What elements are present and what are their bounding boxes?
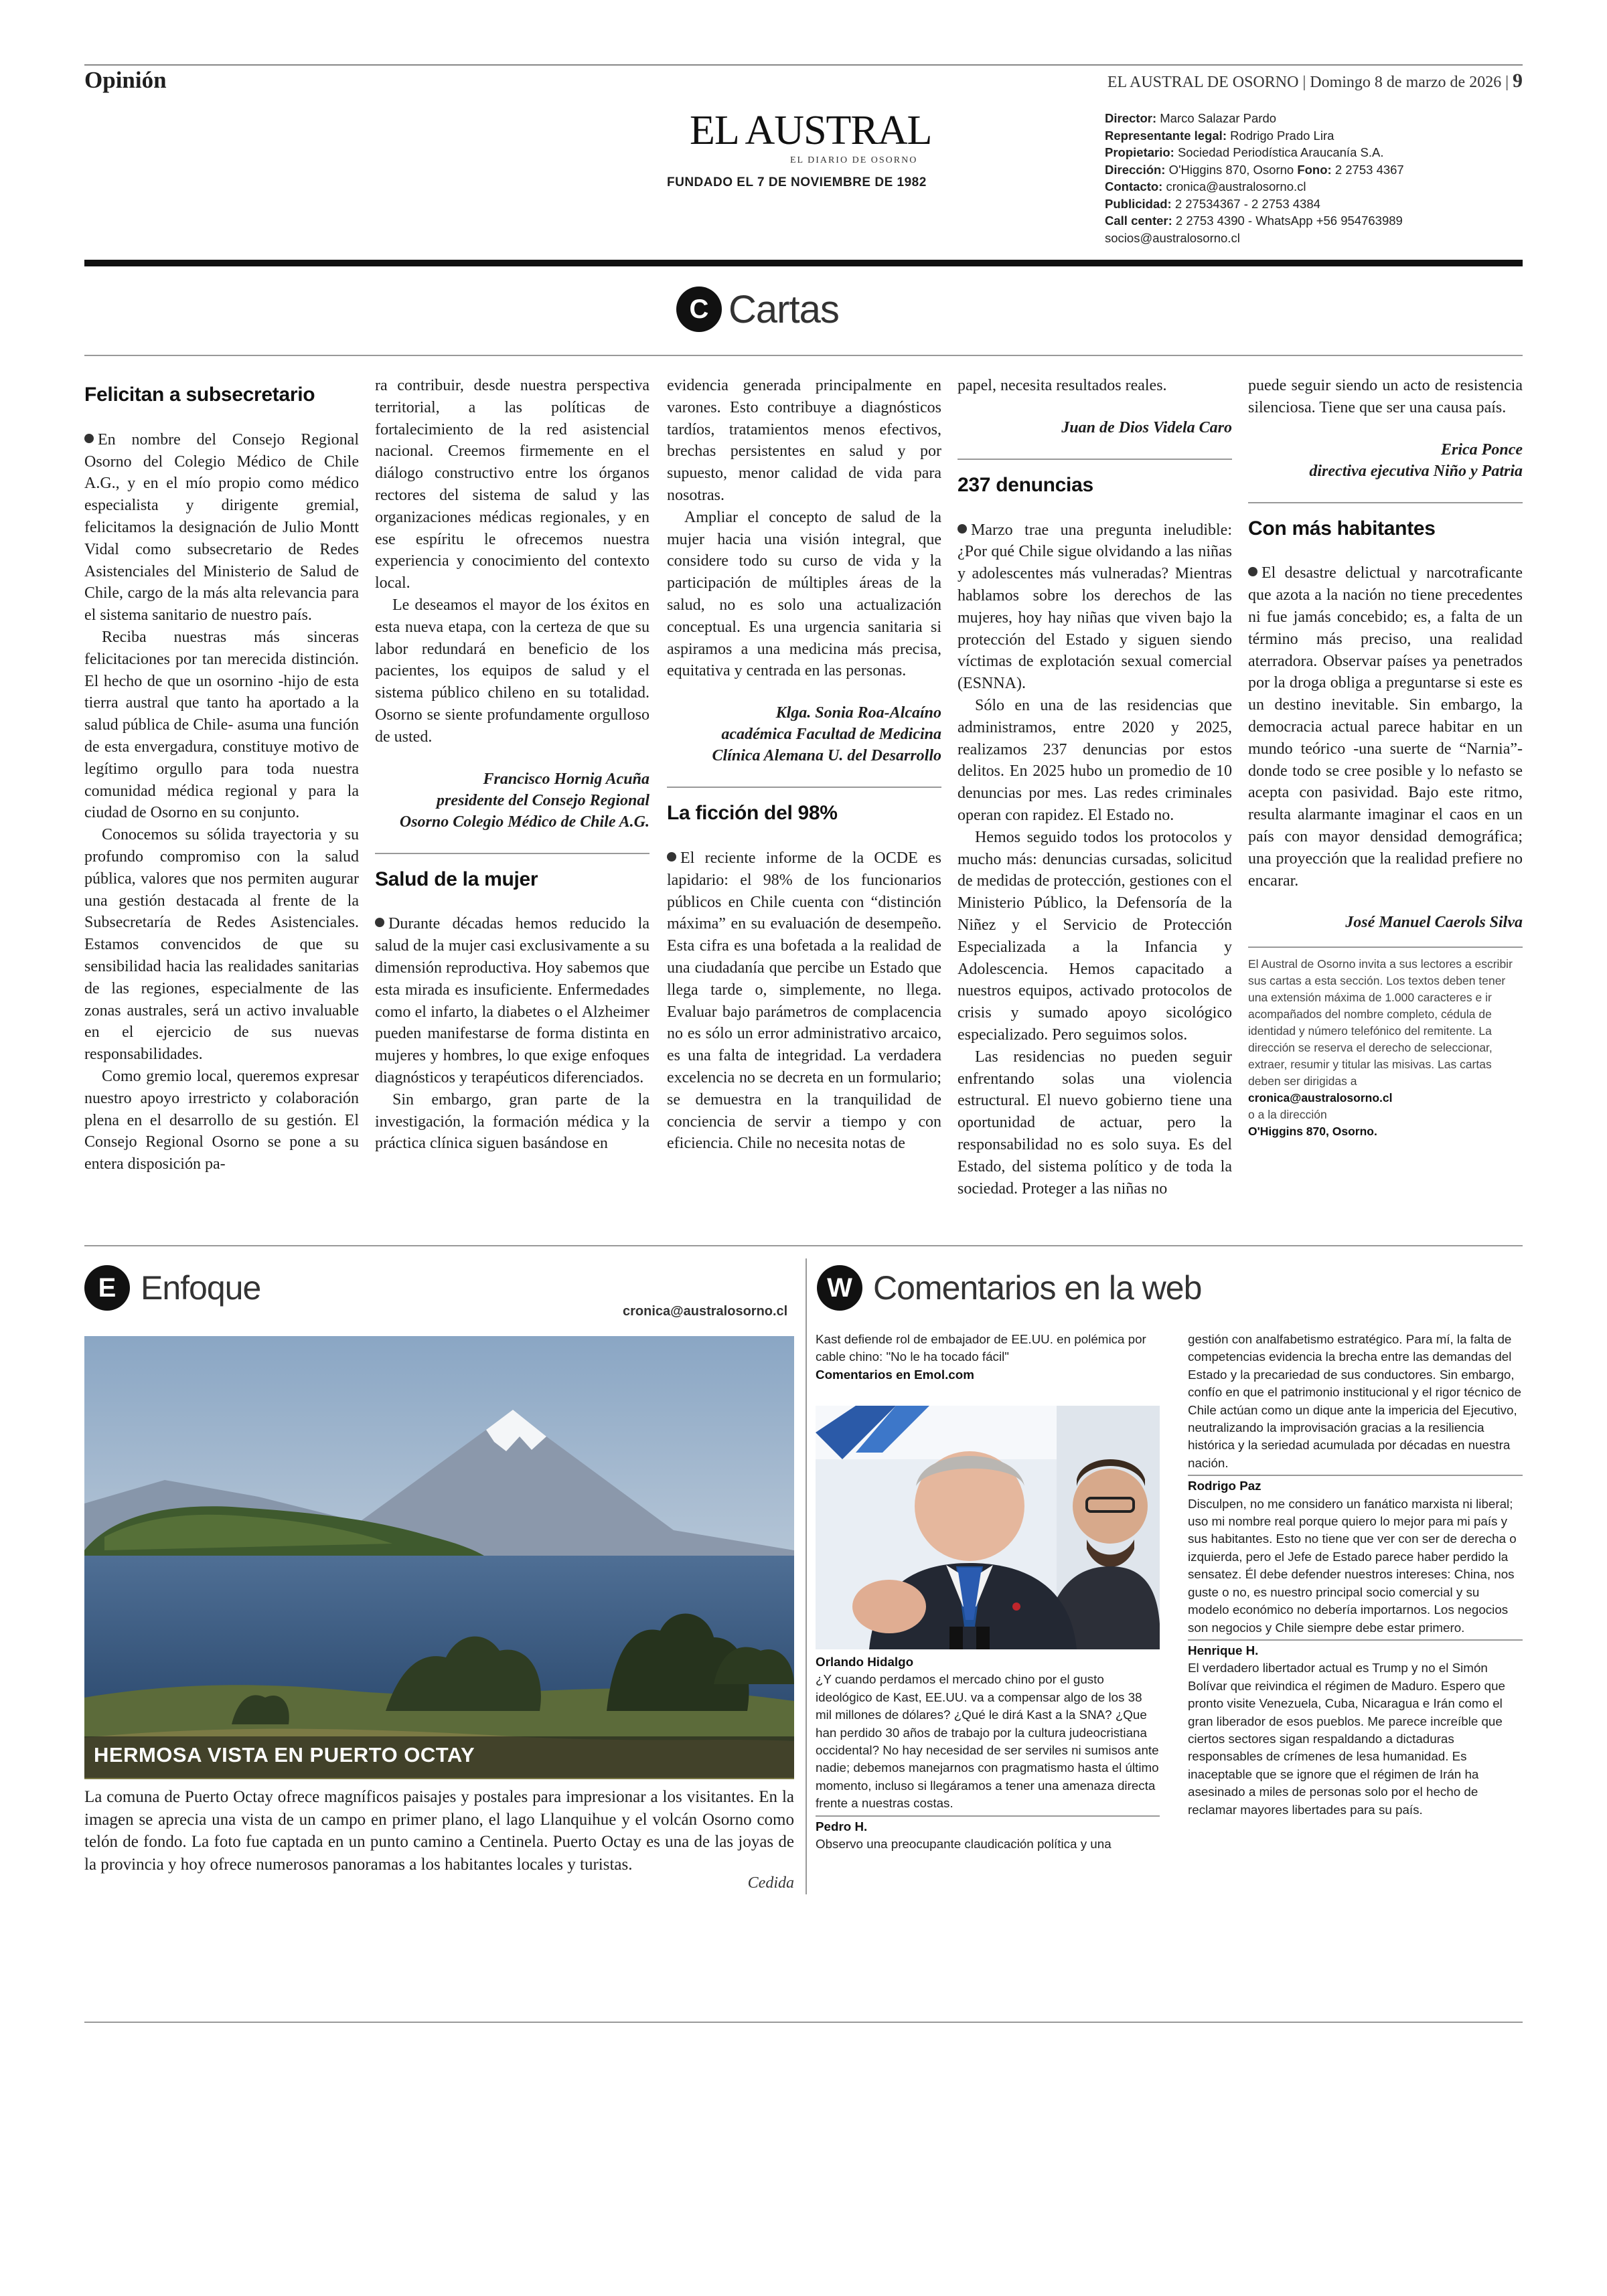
folio-page: 9 <box>1513 70 1523 92</box>
letter-paragraph: El reciente informe de la OCDE es lapidario: el 98% de los funcionarios públicos en Chile cuenta con “distinción máxima” en su evaluación de desempeño. Esta cifra es una bofetada a la realidad de una ciudadanía que percibe un Estado que llega tarde o, simplemente, no llega. Evaluar bajo parámetros de complacencia no es sólo un error administrativo arcaico, es una falta de integridad. La verdadera excelencia no se decreta en un formulario; se demuestra en la tranquilidad de conciencia de servir a tiempo y con eficiencia. Chile no necesita notas de <box>667 849 941 1153</box>
folio: EL AUSTRAL DE OSORNO | Domingo 8 de marzo de 2026 | 9 <box>1107 70 1523 92</box>
web-title: Comentarios en la web <box>873 1269 1202 1307</box>
commenter-name: Orlando Hidalgo <box>816 1655 914 1669</box>
staff-box <box>1105 110 1404 246</box>
letter-paragraph: Conocemos su sólida trayectoria y su profundo compromiso con la salud pública, valores que nos permiten augurar una gestión destacada al frente de la Subsecretaría de Redes Asistenciales. Estamos convencidos de que su sensibilidad hacia las realidades sanitarias de las regiones, especialmente de las zonas australes, será un activo invaluable en el ejercicio de sus nuevas responsabilidades. <box>84 826 359 1064</box>
commenter-name: Rodrigo Paz <box>1188 1479 1261 1493</box>
letter-headline: 237 denuncias <box>958 473 1093 496</box>
photo-credit: Cedida <box>747 1874 794 1892</box>
enfoque-badge: E <box>84 1265 130 1311</box>
enfoque-title: Enfoque <box>141 1269 261 1307</box>
section-label: Opinión <box>84 67 167 93</box>
letter-paragraph: papel, necesita resultados reales. <box>958 377 1167 394</box>
letter-signature: José Manuel Caerols Silva <box>1345 914 1523 932</box>
cartas-col-3 <box>667 375 941 1155</box>
bottom-rule <box>84 2022 1523 2023</box>
masthead-title: EL AUSTRAL <box>690 108 932 153</box>
enfoque-header <box>84 1265 260 1311</box>
letter-paragraph: Marzo trae una pregunta ineludible: ¿Por qué Chile sigue olvidando a las niñas y adolescentes más vulneradas? Mientras hablamos sobre los derechos de las mujeres, hoy hay niñas que viven bajo la protección del Estado y siguen siendo víctimas de explotación sexual comercial (ESNNA). <box>958 521 1232 693</box>
landscape-photo <box>84 1336 794 1779</box>
letter-paragraph: Las residencias no pueden seguir enfrentando solas una violencia estructural. El nuevo gobierno tiene una oportunidad de actuar, pero la responsabilidad no es solo suya. Es del Estado, del sistema político y de toda la sociedad. Proteger a las niñas no <box>958 1048 1232 1198</box>
enfoque-email[interactable]: cronica@australosorno.cl <box>623 1304 788 1319</box>
mid-rule <box>84 1245 1523 1246</box>
volcano-lake-illustration <box>84 1336 794 1779</box>
staff-line: Propietario: Sociedad Periodística Araucanía S.A. <box>1105 145 1384 159</box>
staff-line: Director: Marco Salazar Pardo <box>1105 111 1277 125</box>
bullet-dot <box>1248 567 1257 576</box>
staff-line: Dirección: O'Higgins 870, Osorno Fono: 2 2753 4367 <box>1105 162 1404 177</box>
letter-signature: Juan de Dios Videla Caro <box>1061 418 1232 436</box>
letter-headline: Con más habitantes <box>1248 517 1436 540</box>
staff-line: Publicidad: 2 27534367 - 2 2753 4384 <box>1105 196 1320 211</box>
press-photo <box>816 1406 1160 1649</box>
comment-text: Disculpen, no me considero un fanático marxista ni liberal; uso mi nombre real porque quiero lo mejor para mi país y sus habitantes. Esto no tiene que ver con ser de derecha o izquierda, pero el Jefe de Estado parece haber perdido la sensatez. Él debe defender nuestros intereses: China, nos guste o no, es nuestro principal socio comercial y su modelo económico no debería importarnos. Los negocios son negocios y Chile siempre debe estar primero. <box>1188 1496 1517 1635</box>
letter-paragraph: puede seguir siendo un acto de resistencia silenciosa. Tiene que ser una causa país. <box>1248 377 1523 416</box>
comment-divider <box>1188 1639 1523 1642</box>
cartas-rule <box>84 355 1523 356</box>
bullet-dot <box>667 852 676 862</box>
letter-paragraph: Sin embargo, gran parte de la investigación, la formación médica y la práctica clínica siguen basándose en <box>375 1090 649 1153</box>
letter-paragraph: En nombre del Consejo Regional Osorno del Colegio Médico de Chile A.G., y en el mío propio como médico especialista y dirigente gremial, felicitamos la designación de Julio Montt Vidal como subsecretario de Redes Asistenciales del Ministerio de Salud de Chile, cargo de la más alta relevancia para el sistema sanitario de nuestro país. <box>84 430 359 625</box>
commenter-name: Henrique H. <box>1188 1643 1259 1657</box>
comment-text: El verdadero libertador actual es Trump y no el Simón Bolívar que reivindica el régimen de Maduro. Espero que pronto visite Venezuela, Cuba, Nicaragua e Irán como el gran liberador de esos pueblos. Me parece increíble que ciertos sectores sigan respaldando a dictaduras responsables de crímenes de lesa humanidad. Es inaceptable que se ignore que el régimen de Irán ha asesinado a miles de personas solo por el hecho de reclamar mayores libertades para su país. <box>1188 1661 1505 1817</box>
letter-paragraph: Durante décadas hemos reducido la salud de la mujer casi exclusivamente a su dimensión reproductiva. Hoy sabemos que esta mirada es insuficiente. Enfermedades como el infarto, la diabetes o el Alzheimer pueden manifestarse de forma distinta en mujeres y hombres, lo que exige enfoques diagnósticos y terapéuticos diferenciados. <box>375 915 649 1086</box>
letter-paragraph: Hemos seguido todos los protocolos y mucho más: denuncias cursadas, solicitud de medidas de protección, gestiones con el Ministerio Público, la Defensoría de la Niñez y el Servicio de Protección Especializada a la Infancia y Adolescencia. Hemos capacitado a nuestros equipos, activado protocolos de crisis y sumado apoyo sicológico especializado. Pero seguimos solos. <box>958 828 1232 1044</box>
bullet-dot <box>958 524 967 534</box>
letter-paragraph: Como gremio local, queremos expresar nuestro apoyo irrestricto y colaboración plena en el desarrollo de su gestión. El Consejo Regional Osorno se pone a su entera disposición pa- <box>84 1067 359 1173</box>
enfoque-text: La comuna de Puerto Octay ofrece magníficos paisajes y postales para impresionar a los visitantes. En la imagen se aprecia una vista de un campo en primer plano, el lago Llanquihue y el volcán Osorno como telón de fondo. La foto fue captada en un punto camino a Centinela. Puerto Octay es una de las joyas de la provincia y hoy ofrece numerosos panoramas a los habitantes locales y turistas. <box>84 1788 794 1874</box>
letter-divider <box>667 787 941 788</box>
letter-divider <box>1248 502 1523 503</box>
staff-line: Contacto: cronica@australosorno.cl <box>1105 179 1306 193</box>
invite-box: El Austral de Osorno invita a sus lectores a escribir sus cartas a esta sección. Los textos deben tener una extensión máxima de 1.000 caracteres e ir acompañados del nombre completo, cédula de identidad y número telefónico del remitente. La dirección se reserva el derecho de seleccionar, extraer, resumir y titular las misivas. Las cartas deben ser dirigidas a cronica@australosorno.cl o a la dirección O'Higgins 870, Osorno. <box>1248 957 1513 1139</box>
web-source[interactable]: Comentarios en Emol.com <box>816 1367 974 1382</box>
invite-email[interactable]: cronica@australosorno.cl <box>1248 1091 1393 1105</box>
letter-signature: Klga. Sonia Roa-Alcaíno académica Facultad de Medicina Clínica Alemana U. del Desarrollo <box>712 704 941 765</box>
web-headline: Kast defiende rol de embajador de EE.UU. en polémica por cable chino: "No le ha tocado fácil" <box>816 1332 1146 1364</box>
letter-signature: Erica Ponce directiva ejecutiva Niño y Patria <box>1309 440 1523 480</box>
web-col-1 <box>816 1653 1160 1853</box>
letter-signature: Francisco Hornig Acuña presidente del Consejo Regional Osorno Colegio Médico de Chile A.G. <box>399 770 649 831</box>
letter-paragraph: Sólo en una de las residencias que administramos, entre 2020 y 2025, realizamos 237 denuncias por estos delitos. En 2025 hubo un promedio de 10 denuncias por mes. Las redes criminales operan con rapidez. El Estado no. <box>958 696 1232 824</box>
bullet-dot <box>84 434 94 443</box>
web-col-2 <box>1188 1331 1523 1819</box>
cartas-col-4 <box>958 375 1232 1200</box>
column-divider <box>806 1258 807 1894</box>
comment-text: gestión con analfabetismo estratégico. Para mí, la falta de competencias evidencia la brecha entre las demandas del Estado y la precariedad de sus conductores. Sin embargo, confío en que el patrimonio institucional y el rigor técnico de Chile actúan como un dique ante la impericia del Ejecutivo, neutralizando la improvisación gracias a la resiliencia histórica y la seriedad acumulada por décadas en nuestra nación. <box>1188 1332 1521 1470</box>
web-header <box>817 1265 1201 1311</box>
letter-headline: Salud de la mujer <box>375 868 538 890</box>
staff-line: socios@australosorno.cl <box>1105 230 1240 245</box>
web-badge: W <box>817 1265 862 1311</box>
letter-paragraph: El desastre delictual y narcotraficante que azota a la nación no tiene precedentes ni fue jamás concebido; es, a falta de un término más preciso, una realidad aterradora. Observar países ya penetrados por la droga obliga a preguntarse si este es un destino inevitable. Sin embargo, la democracia actual parece habitar en un mundo teórico -una suerte de “Narnia”- donde todo se cree posible y lo nefasto se acepta con pasividad. Bajo este ritmo, resulta alarmante imaginar el caos en un país con mayor densidad demográfica; una proyección que la realidad prefiere no encarar. <box>1248 564 1523 890</box>
photo-caption-title: HERMOSA VISTA EN PUERTO OCTAY <box>94 1743 475 1767</box>
letter-paragraph: ra contribuir, desde nuestra perspectiva territorial, a las políticas de fortalecimiento de la red asistencial nacional. Creemos firmemente en el diálogo constructivo entre los órganos rectores del sistema de salud y las organizaciones médicas regionales, y en ese espíritu le ofrecemos nuestra experiencia y conocimiento del contexto local. <box>375 377 649 592</box>
cartas-col-5 <box>1248 375 1523 1140</box>
staff-line: Representante legal: Rodrigo Prado Lira <box>1105 128 1334 143</box>
bullet-dot <box>375 918 384 927</box>
letter-headline: Felicitan a subsecretario <box>84 384 315 406</box>
masthead-bar <box>84 260 1523 266</box>
letter-divider <box>958 459 1232 460</box>
letter-headline: La ficción del 98% <box>667 802 838 825</box>
masthead-founded: FUNDADO EL 7 DE NOVIEMBRE DE 1982 <box>667 175 927 189</box>
letter-paragraph: Reciba nuestras más sinceras felicitaciones por tan merecida distinción. El hecho de que un osornino -hijo de esta tierra austral que tanto ha aportado a la salud pública de Chile- asuma una función de esta envergadura, constituye motivo de legítimo orgullo para toda nuestra comunidad médica regional y para la ciudad de Osorno en su conjunto. <box>84 628 359 822</box>
cartas-title: Cartas <box>729 287 839 331</box>
staff-line: Call center: 2 2753 4390 - WhatsApp +56 954763989 <box>1105 214 1403 228</box>
letter-paragraph: evidencia generada principalmente en varones. Esto contribuye a diagnósticos tardíos, tratamientos menos efectivos, brechas persistentes en salud y por supuesto, menor calidad de vida para nosotras. <box>667 377 941 504</box>
cartas-col-2 <box>375 375 649 1155</box>
comment-text: Observo una preocupante claudicación política y una <box>816 1837 1112 1852</box>
web-headline-block <box>816 1331 1160 1384</box>
cartas-col-1 <box>84 375 359 1175</box>
letter-paragraph: Le deseamos el mayor de los éxitos en esta nueva etapa, con la certeza de que su labor redundará en beneficio de los pacientes, los equipos de salud y el sistema público chileno en su totalidad. Osorno se siente profundamente orgulloso de usted. <box>375 596 649 746</box>
cartas-header <box>676 286 839 332</box>
folio-date: Domingo 8 de marzo de 2026 <box>1310 74 1502 91</box>
two-men-illustration <box>816 1406 1160 1649</box>
comment-text: ¿Y cuando perdamos el mercado chino por el gusto ideológico de Kast, EE.UU. va a compensar algo de los 38 mil millones de dólares? ¿Qué le dirá Kast a la SNA? ¿Que han perdido 30 años de trabajo por la cultura judeocristiana occidental? No hay necesidad de ser serviles ni sumisos ante nadie; debemos manejarnos con pragmatismo hasta el último momento, incluso si llegáramos a tener una amenaza directa frente a nuestras costas. <box>816 1672 1159 1811</box>
cartas-badge: C <box>676 286 722 332</box>
letter-divider <box>375 853 649 854</box>
comment-divider <box>1188 1475 1523 1477</box>
masthead-subtitle: EL DIARIO DE OSORNO <box>790 155 918 165</box>
letter-divider <box>1248 947 1523 948</box>
folio-paper: EL AUSTRAL DE OSORNO <box>1107 74 1299 91</box>
top-rule <box>84 64 1523 66</box>
letter-paragraph: Ampliar el concepto de salud de la mujer hacia una visión integral, que considere todo su curso de vida y la participación de múltiples áreas de la salud, no es solo una actualización conceptual. Es una urgencia sanitaria si aspiramos a una medicina más precisa, equitativa y centrada en las personas. <box>667 508 941 680</box>
comment-divider <box>816 1815 1160 1818</box>
commenter-name: Pedro H. <box>816 1819 868 1833</box>
